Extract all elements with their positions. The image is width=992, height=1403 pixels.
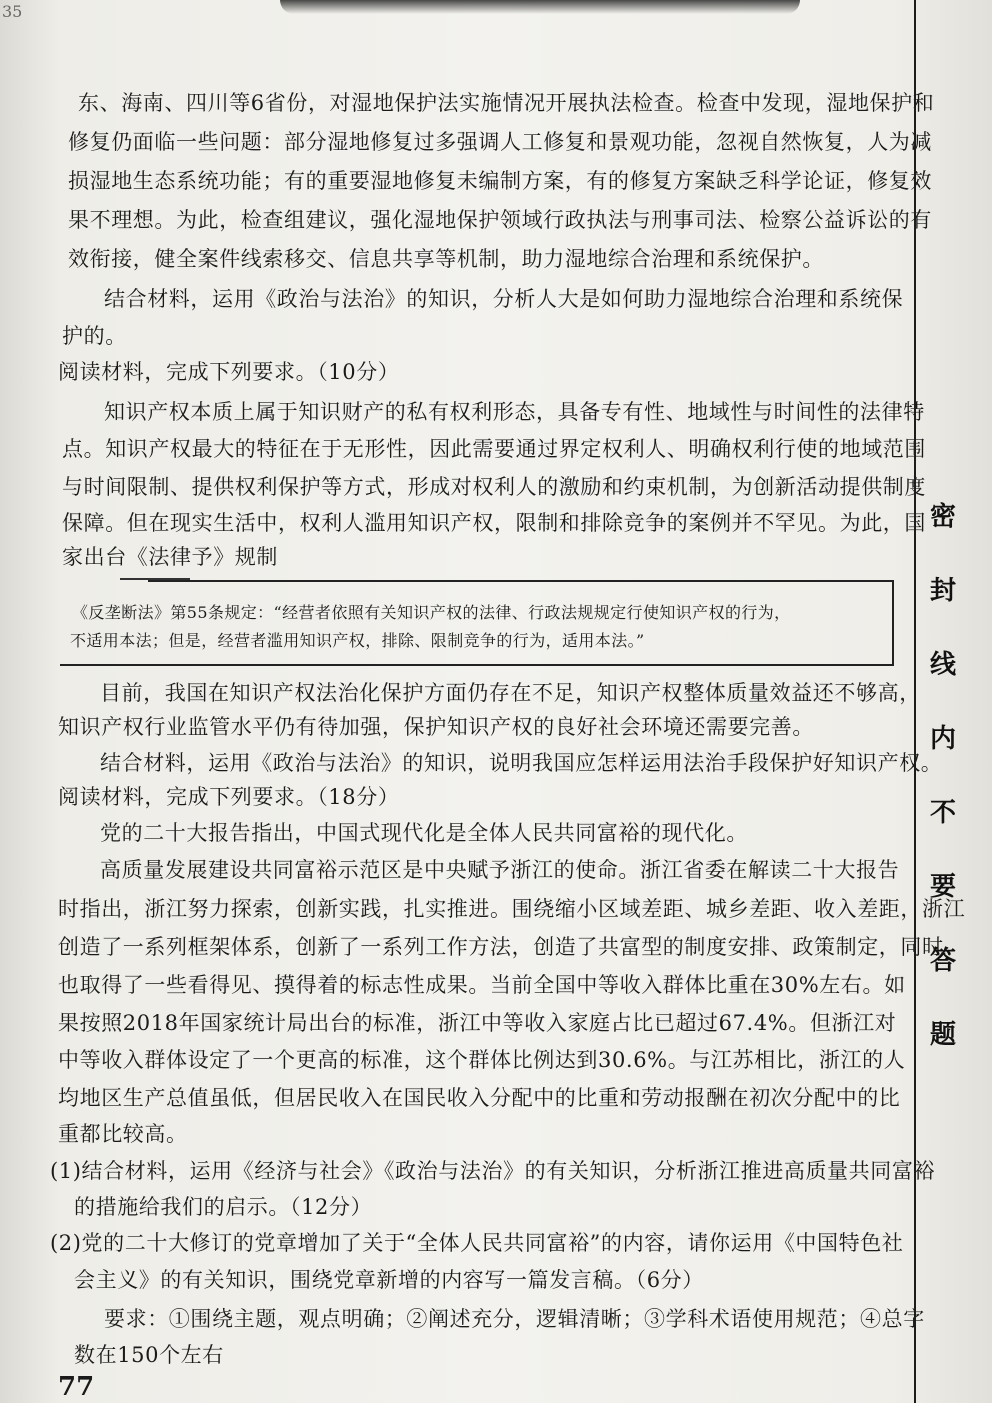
seal-char: 要 [929, 872, 956, 902]
seal-char: 题 [929, 1020, 956, 1050]
seal-char: 封 [929, 576, 956, 606]
question-prompt: 结合材料，运用《政治与法治》的知识，分析人大是如何助力湿地综合治理和系统保 [104, 287, 904, 311]
text-line: 果按照2018年国家统计局出台的标准，浙江中等收入家庭占比已超过67.4%。但浙江对 [58, 1011, 897, 1035]
seal-line-warning [923, 480, 963, 1072]
sub-question: (1)结合材料，运用《经济与社会》《政治与法治》的有关知识，分析浙江推进高质量共同富裕 [50, 1159, 936, 1183]
scan-shadow [280, 0, 800, 14]
text-line: 与时间限制、提供权利保护等方式，形成对权利人的激励和约束机制，为创新活动提供制度 [62, 475, 926, 499]
seal-char: 密 [929, 502, 956, 532]
text-line: 时指出，浙江努力探索，创新实践，扎实推进。围绕缩小区域差距、城乡差距、收入差距，浙江 [58, 897, 966, 921]
requirement: 要求：①围绕主题，观点明确；②阐述充分，逻辑清晰；③学科术语使用规范；④总字 [104, 1307, 925, 1331]
text-line: 损湿地生态系统功能；有的重要湿地修复未编制方案，有的修复方案缺乏科学论证，修复效 [68, 169, 932, 193]
quote-line: 不适用本法；但是，经营者滥用知识产权，排除、限制竞争的行为，适用本法。” [70, 631, 645, 650]
text-line: 东、海南、四川等6省份，对湿地保护法实施情况开展执法检查。检查中发现，湿地保护和 [78, 91, 935, 115]
corner-mark: 35 [2, 2, 23, 21]
seal-char: 内 [929, 724, 956, 754]
page-number: 77 [58, 1372, 95, 1402]
text-line: 高质量发展建设共同富裕示范区是中央赋予浙江的使命。浙江省委在解读二十大报告 [100, 858, 900, 882]
text-line: 目前，我国在知识产权法治化保护方面仍存在不足，知识产权整体质量效益还不够高， [100, 681, 921, 705]
text-line: 点。知识产权最大的特征在于无形性，因此需要通过界定权利人、明确权利行使的地域范围 [62, 437, 926, 461]
text-line: 家出台《法律予》规制 [62, 545, 278, 569]
text-line: 党的二十大报告指出，中国式现代化是全体人民共同富裕的现代化。 [100, 821, 748, 845]
text-line: 创造了一系列框架体系，创新了一系列工作方法，创造了共富型的制度安排、政策制定，同时 [58, 935, 944, 959]
requirement: 数在150个左右 [74, 1343, 224, 1367]
question-heading: 阅读材料，完成下列要求。（18分） [58, 785, 400, 809]
sub-question: 会主义》的有关知识，围绕党章新增的内容写一篇发言稿。（6分） [74, 1268, 704, 1292]
text-line: 知识产权行业监管水平仍有待加强，保护知识产权的良好社会环境还需要完善。 [58, 715, 814, 739]
text-line: 知识产权本质上属于知识财产的私有权利形态，具备专有性、地域性与时间性的法律特 [104, 400, 925, 424]
sub-question: 的措施给我们的启示。（12分） [74, 1195, 373, 1219]
sub-question: (2)党的二十大修订的党章增加了关于“全体人民共同富裕”的内容，请你运用《中国特色社 [50, 1231, 904, 1255]
text-line: 中等收入群体设定了一个更高的标准，这个群体比例达到30.6%。与江苏相比，浙江的人 [58, 1048, 906, 1072]
text-line: 重都比较高。 [58, 1122, 188, 1146]
question-prompt: 结合材料，运用《政治与法治》的知识，说明我国应怎样运用法治手段保护好知识产权。 [100, 751, 943, 775]
text-line: 均地区生产总值虽低，但居民收入在国民收入分配中的比重和劳动报酬在初次分配中的比 [58, 1086, 901, 1110]
text-line: 果不理想。为此，检查组建议，强化湿地保护领域行政执法与刑事司法、检察公益诉讼的有 [68, 208, 932, 232]
seal-line [914, 0, 916, 1403]
seal-char: 线 [929, 650, 956, 680]
text-line: 修复仍面临一些问题：部分湿地修复过多强调人工修复和景观功能，忽视自然恢复，人为减 [68, 130, 932, 154]
seal-char: 答 [929, 946, 956, 976]
text-line: 也取得了一些看得见、摸得着的标志性成果。当前全国中等收入群体比重在30%左右。如 [58, 973, 906, 997]
text-line: 保障。但在现实生活中，权利人滥用知识产权，限制和排除竞争的案例并不罕见。为此，国 [62, 511, 926, 535]
question-heading: 阅读材料，完成下列要求。（10分） [58, 360, 400, 384]
seal-char: 不 [929, 798, 956, 828]
quote-line: 《反垄断法》第55条规定：“经营者依照有关知识产权的法律、行政法规规定行使知识产权的行为， [72, 603, 791, 622]
question-prompt: 护的。 [62, 324, 127, 348]
text-line: 效衔接，健全案件线索移交、信息共享等机制，助力湿地综合治理和系统保护。 [68, 247, 824, 271]
